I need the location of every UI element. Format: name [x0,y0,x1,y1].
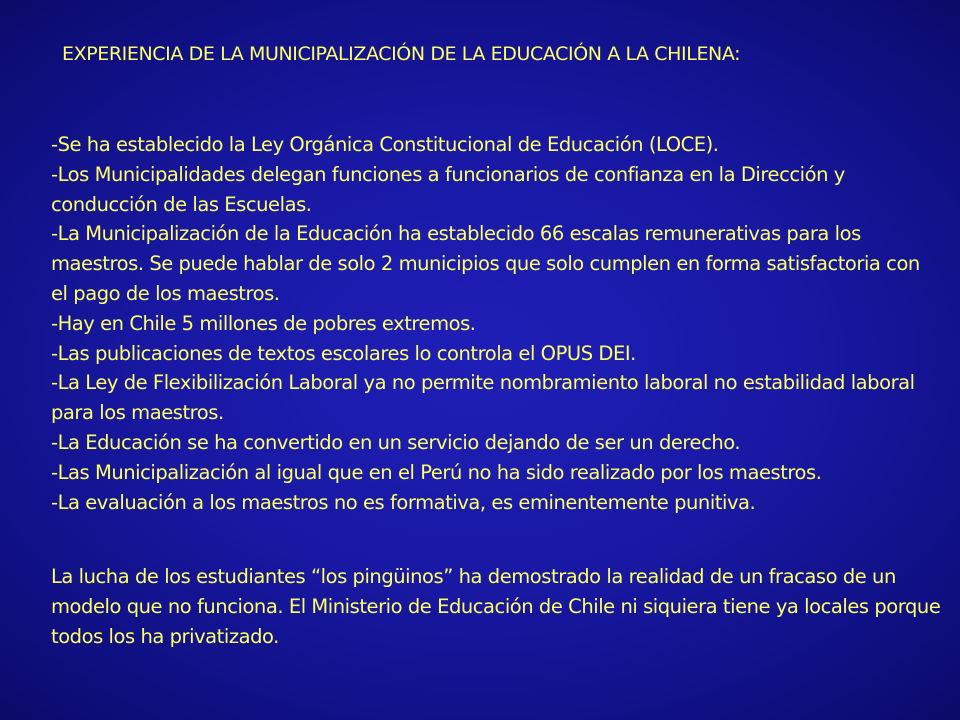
closing-paragraph: La lucha de los estudiantes “los pingüinos” ha demostrado la realidad de un fracaso de un modelo que no funciona. El Ministerio de Educación de Chile ni siquiera tiene ya locales porque todos los ha privatizado. [51,565,941,648]
list-item: -Los Municipalidades delegan funciones a funcionarios de confianza en la Dirección y conducción de las Escuelas. [51,162,845,216]
list-item: -Las Municipalización al igual que en el Perú no ha sido realizado por los maestros. [51,460,822,484]
list-item: -La Educación se ha convertido en un servicio dejando de ser un derecho. [51,430,741,454]
list-item: -La Ley de Flexibilización Laboral ya no permite nombramiento laboral no estabilidad laboral para los maestros. [51,371,915,425]
list-item: -La evaluación a los maestros no es formativa, es eminentemente punitiva. [51,490,756,514]
list-item: -La Municipalización de la Educación ha establecido 66 escalas remunerativas para los maestros. Se puede hablar de solo 2 municipios que solo cumplen en forma satisfactoria con el pago de los maestros. [51,222,920,305]
slide-title: EXPERIENCIA DE LA MUNICIPALIZACIÓN DE LA EDUCACIÓN A LA CHILENA: [62,43,741,65]
list-item: -Se ha establecido la Ley Orgánica Constitucional de Educación (LOCE). [51,133,719,156]
points-list [51,130,941,517]
list-item: -Las publicaciones de textos escolares lo controla el OPUS DEI. [51,341,636,365]
list-item: -Hay en Chile 5 millones de pobres extremos. [51,311,476,335]
